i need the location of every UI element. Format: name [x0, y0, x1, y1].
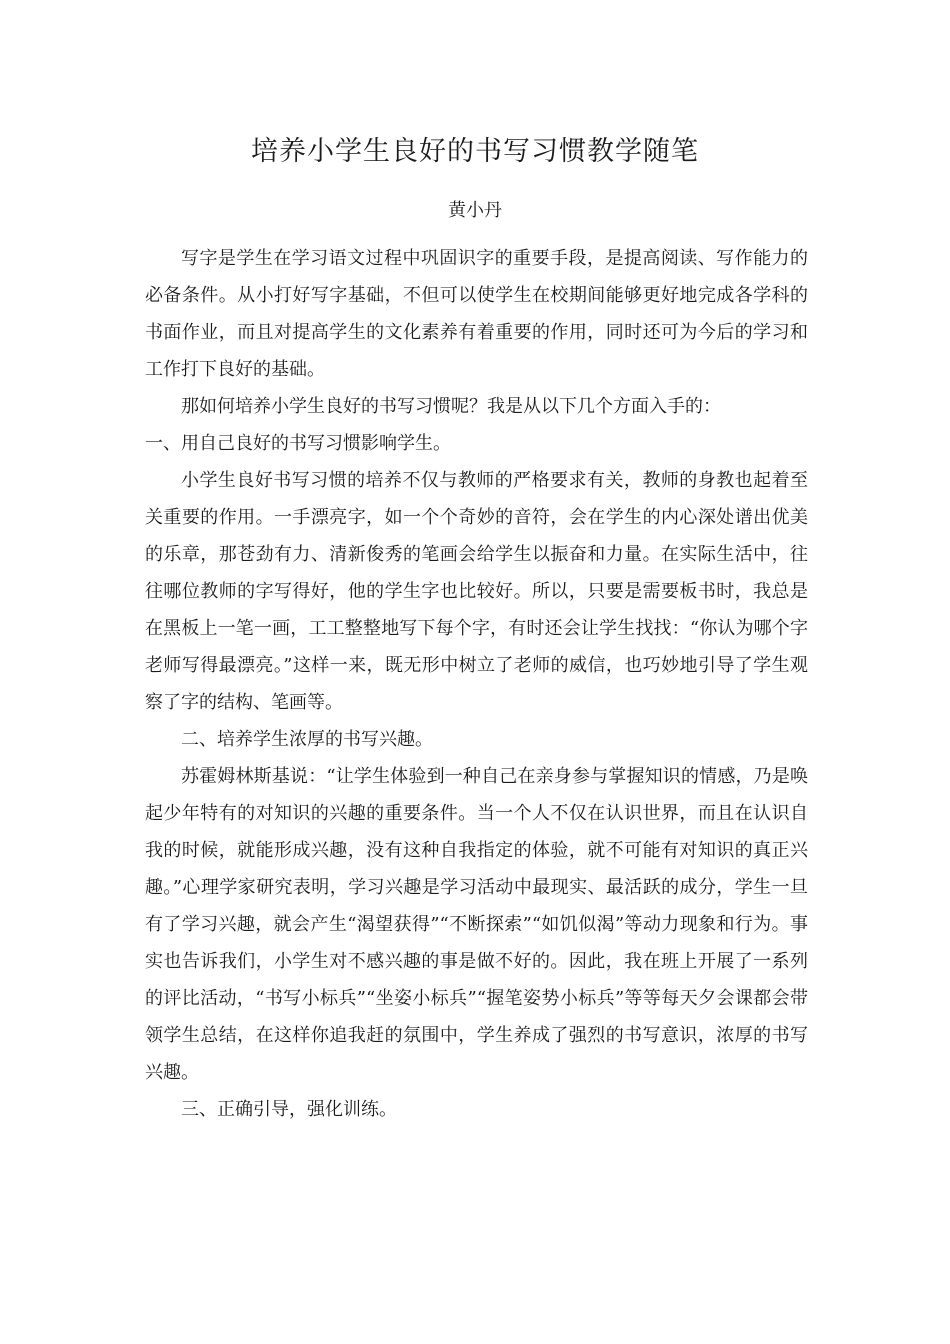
paragraph-section-2: 苏霍姆林斯基说：“让学生体验到一种自己在亲身参与掌握知识的情感，乃是唤起少年特有的对知识的兴趣的重要条件。当一个人不仅在认识世界，而且在认识自我的时候，就能形成兴趣，没有这种自我指定的体验，就不可能有对知识的真正兴趣。”心理学家研究表明，学习兴趣是学习活动中最现实、最活跃的成分，学生一旦有了学习兴趣，就会产生“渴望获得”“不断探索”“如饥似渴”等动力现象和行为。事实也告诉我们，小学生对不感兴趣的事是做不好的。因此，我在班上开展了一系列的评比活动，“书写小标兵”“坐姿小标兵”“握笔姿势小标兵”等等每天夕会课都会带领学生总结，在这样你追我赶的氛围中，学生养成了强烈的书写意识，浓厚的书写兴趣。 [145, 766, 808, 1083]
paragraph-question: 那如何培养小学生良好的书写习惯呢？我是从以下几个方面入手的： [181, 396, 721, 417]
paragraph-section-1: 小学生良好书写习惯的培养不仅与教师的严格要求有关，教师的身教也起着至关重要的作用。一手漂亮字，如一个个奇妙的音符，会在学生的内心深处谱出优美的乐章，那苍劲有力、清新俊秀的笔画会给学生以振奋和力量。在实际生活中，往往哪位教师的字写得好，他的学生字也比较好。所以，只要是需要板书时，我总是在黑板上一笔一画，工工整整地写下每个字，有时还会让学生找找：“你认为哪个字老师写得最漂亮。”这样一来，既无形中树立了老师的威信，也巧妙地引导了学生观察了字的结构、笔画等。 [145, 470, 808, 713]
section-heading-1: 一、用自己良好的书写习惯影响学生。 [145, 433, 451, 454]
paragraph-intro: 写字是学生在学习语文过程中巩固识字的重要手段，是提高阅读、写作能力的必备条件。从小打好写字基础，不但可以使学生在校期间能够更好地完成各学科的书面作业，而且对提高学生的文化素养有着重要的作用，同时还可为今后的学习和工作打下良好的基础。 [145, 248, 808, 380]
document-body [145, 240, 808, 1128]
section-heading-3: 三、正确引导，强化训练。 [181, 1099, 397, 1120]
section-heading-2: 二、培养学生浓厚的书写兴趣。 [181, 729, 433, 750]
document-title: 培养小学生良好的书写习惯教学随笔 [251, 136, 699, 167]
document-author: 黄小丹 [448, 200, 502, 221]
